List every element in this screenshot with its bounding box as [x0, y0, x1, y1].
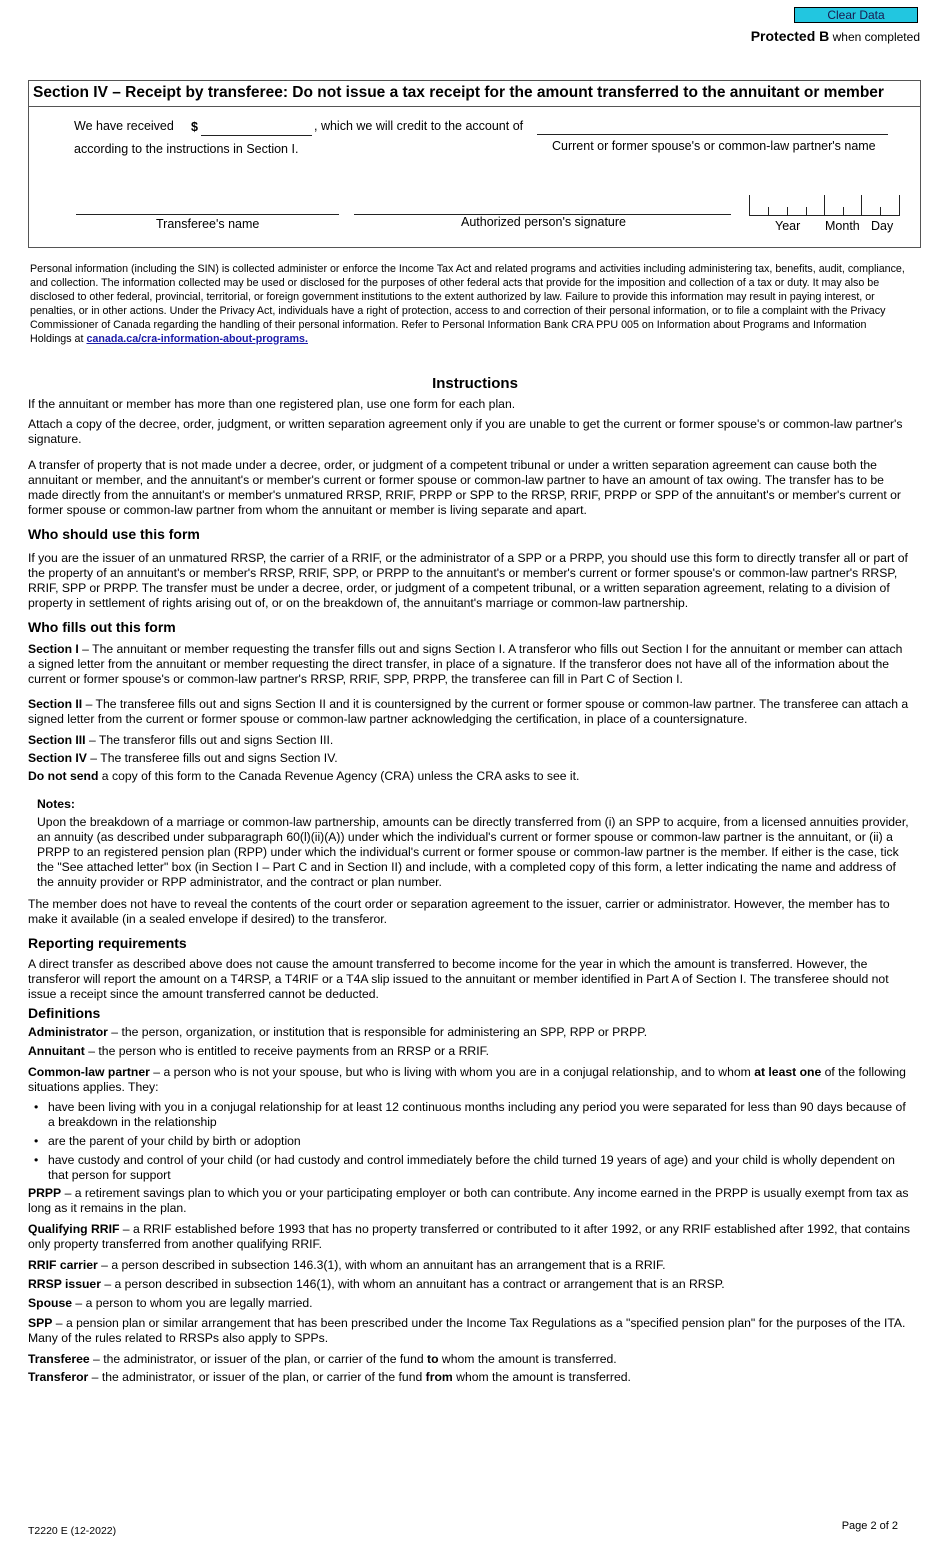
section-iii-text: Section III – The transferor fills out and signs Section III.	[28, 733, 334, 747]
def-transferee: Transferee – the administrator, or issuer of the plan, or carrier of the fund to whom the amount is transferred.	[28, 1352, 617, 1366]
list-item: • have been living with you in a conjugal relationship for at least 12 continuous months including any period you were separated for less than 90 days because of a breakdown in the relationship	[28, 1100, 912, 1130]
instructions-title: Instructions	[432, 375, 518, 392]
privacy-link[interactable]: canada.ca/cra-information-about-programs.	[86, 332, 308, 345]
def-rrif-carrier: RRIF carrier – a person described in subsection 146.3(1), with whom an annuitant has an arrangement that is a RRIF.	[28, 1258, 666, 1272]
do-not-send-text: Do not send a copy of this form to the Canada Revenue Agency (CRA) unless the CRA asks to see it.	[28, 769, 580, 783]
notes-heading: Notes:	[37, 797, 75, 811]
section-i-text: Section I – The annuitant or member requesting the transfer fills out and signs Section I. A transferor who fills out Section I for the annuitant or member can attach a signed letter from the annuitant or member requesting the direct transfer, in place of a signature. If the transferor does not have all of the information about the current or former spouse's or common-law partner's RRSP, RRIF, SPP, PRPP, the transferee can fill in Part C of Section I.	[28, 642, 903, 686]
def-spouse: Spouse – a person to whom you are legally married.	[28, 1296, 313, 1310]
def-transferor: Transferor – the administrator, or issuer of the plan, or carrier of the fund from whom the amount is transferred.	[28, 1370, 631, 1384]
member-text: The member does not have to reveal the contents of the court order or separation agreement to the issuer, carrier or administrator. However, the member has to make it available (in a sealed envelope if desired) to the transferor.	[28, 897, 890, 926]
spouse-name-field[interactable]	[537, 119, 888, 135]
list-item: • are the parent of your child by birth or adoption	[28, 1134, 912, 1149]
spouse-name-label: Current or former spouse's or common-law partner's name	[552, 139, 876, 153]
page-number: Page 2 of 2	[841, 1520, 898, 1532]
amount-received-field[interactable]	[201, 120, 312, 136]
day-label: Day	[871, 219, 894, 233]
instructions-p1: If the annuitant or member has more than one registered plan, use one form for each plan.	[28, 397, 516, 411]
we-have-received-label: We have received	[74, 119, 174, 133]
date-field[interactable]	[749, 194, 900, 216]
notes-text: Upon the breakdown of a marriage or common-law partnership, amounts can be directly transferred from (i) an SPP to acquire, from a licensed annuities provider, an annuity (as described under subparagraph 60(l)(ii)(A)) under which the individual's current or former spouse or common-law partner is the annuitant, or (ii) a PRPP to an registered pension plan (RPP) under which the individual's current or former spouse or common-law partner is the member. If either is the case, tick the "See attached letter" box (in Section I – Part C and in Section II) and include, with a completed copy of this form, a letter indicating the name and address of the annuity provider or RPP administrator, and the contract or plan number.	[37, 815, 909, 889]
section-iv-box	[28, 80, 921, 248]
def-common-law-partner: Common-law partner – a person who is not your spouse, but who is living with whom you are in a conjugal relationship, and to whom at least one of the following situations applies. They:	[28, 1065, 906, 1094]
instructions-p3: A transfer of property that is not made under a decree, order, or judgment of a competent tribunal or under a written separation agreement can cause both the annuitant or member, and the annuitant's or member's current or former spouse or common-law partner to have an amount of tax owing. The transfer has to be made directly from the annuitant's or member's unmatured RRSP, RRIF, PRPP or SPP to the RRSP, RRIF, PRPP or SPP of the annuitant's or member's current or former spouse or common-law partner from whom the annuitant or member is living separate and apart.	[28, 458, 901, 517]
section-iv-title: Section IV – Receipt by transferee: Do not issue a tax receipt for the amount transferred to the annuitant or member	[29, 81, 920, 107]
dollar-sign: $	[191, 120, 198, 134]
def-qualifying-rrif: Qualifying RRIF – a RRIF established before 1993 that has no property transferred or contributed to it after 1992, or any RRIF established after 1992, that contains only property transferred from another qualifying RRIF.	[28, 1222, 911, 1251]
def-annuitant: Annuitant – the person who is entitled to receive payments from an RRSP or a RRIF.	[28, 1044, 490, 1058]
privacy-notice: Personal information (including the SIN) is collected administer or enforce the Income Tax Act and related programs and activities including administering tax, benefits, audit, compliance, and collection. The information collected may be used or disclosed for the purposes of other federal acts that provide for the imposition and collection of a tax or duty. It may also be disclosed to other federal, provincial, territorial, or foreign government institutions to the extent authorized by law. Failure to provide this information may result in paying interest, or penalties, or in other actions. Under the Privacy Act, individuals have a right of protection, access to and correction of their personal information, or to file a complaint with the Privacy Commissioner of Canada regarding the handling of their personal information. Refer to Personal Information Bank CRA PPU 005 on Information about Programs and Information Holdings at canada.ca/cra-information-about-programs.	[30, 263, 905, 345]
def-prpp: PRPP – a retirement savings plan to which you or your participating employer or both can contribute. Any income earned in the PRPP is usually exempt from tax as long as it remains in the plan.	[28, 1186, 909, 1215]
who-fills-heading: Who fills out this form	[28, 619, 176, 635]
section-ii-text: Section II – The transferee fills out and signs Section II and it is countersigned by the current or former spouse or common-law partner. The transferee can attach a signed letter from the current or former spouse or common-law partner acknowledging the certification, in place of a countersignature.	[28, 697, 909, 726]
instructions-p2: Attach a copy of the decree, order, judgment, or written separation agreement only if you are unable to get the current or former spouse's or common-law partner's signature.	[28, 417, 903, 446]
authorized-signature-field[interactable]	[354, 199, 731, 215]
definitions-heading: Definitions	[28, 1005, 101, 1021]
protected-b-label: Protected B when completed	[750, 28, 920, 44]
who-should-use-heading: Who should use this form	[28, 526, 200, 542]
month-label: Month	[825, 219, 860, 233]
def-spp: SPP – a pension plan or similar arrangement that has been prescribed under the Income Tax Regulations as a "specified pension plan" for the purposes of the ITA. Many of the rules related to RRSPs also apply to SPPs.	[28, 1316, 906, 1345]
reporting-text: A direct transfer as described above does not cause the amount transferred to become income for the year in which the amount is transferred. However, the transferor will report the amount on a T4RSP, a T4RIF or a T4A slip issued to the annuitant or member identified in Part A of Section I. The transferee should not issue a receipt since the amount transferred cannot be deducted.	[28, 957, 889, 1001]
transferee-name-field[interactable]	[76, 199, 339, 215]
who-should-use-text: If you are the issuer of an unmatured RRSP, the carrier of a RRIF, or the administrator of a SPP or a PRPP, you should use this form to directly transfer all or part of the property of an annuitant's or member's RRSP, RRIF, SPP, or PRPP to the annuitant's or member's current or former spouse's or common-law partner's RRSP, RRIF, SPP or PRPP. The transfer must be under a decree, order, or judgment of a competent tribunal, or a written separation agreement, relating to a division of property in settlement of rights arising out of, or on the breakdown of, the annuitant's marriage or common-law partnership.	[28, 551, 908, 610]
authorized-signature-label: Authorized person's signature	[461, 215, 626, 229]
form-id: T2220 E (12-2022)	[28, 1525, 117, 1537]
credit-text: , which we will credit to the account of	[314, 119, 524, 133]
according-text: according to the instructions in Section I.	[74, 142, 299, 156]
section-iv-text: Section IV – The transferee fills out and signs Section IV.	[28, 751, 338, 765]
def-administrator: Administrator – the person, organization, or institution that is responsible for administering an SPP, RPP or PRPP.	[28, 1025, 648, 1039]
year-label: Year	[775, 219, 801, 233]
list-item: • have custody and control of your child (or had custody and control immediately before the child turned 19 years of age) and your child is wholly dependent on that person for support	[28, 1153, 912, 1183]
clp-bullet-list	[28, 1100, 912, 1183]
def-rrsp-issuer: RRSP issuer – a person described in subsection 146(1), with whom an annuitant has a contract or arrangement that is an RRSP.	[28, 1277, 725, 1291]
transferee-name-label: Transferee's name	[156, 217, 260, 231]
reporting-heading: Reporting requirements	[28, 935, 187, 951]
clear-data-button[interactable]: Clear Data	[794, 7, 918, 23]
